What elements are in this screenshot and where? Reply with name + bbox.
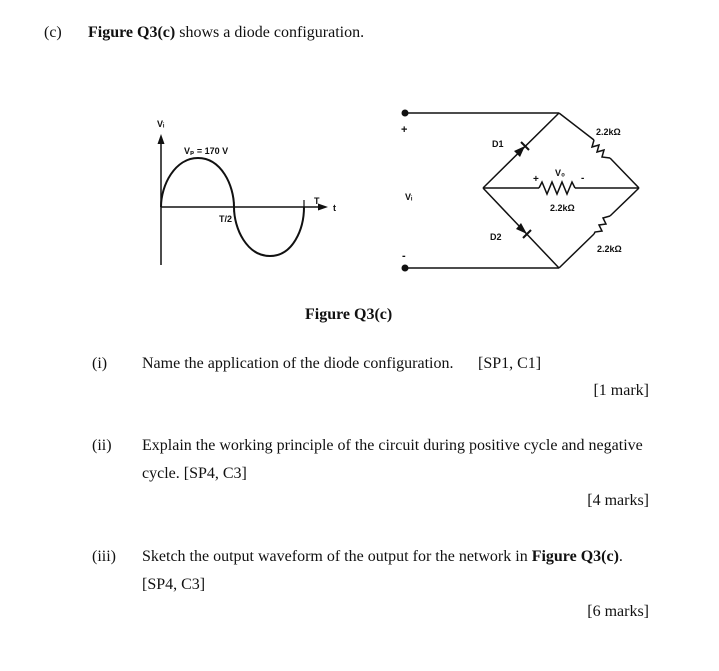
subq-iii-text-post: . bbox=[618, 548, 623, 565]
subq-iii-marks: [6 marks] bbox=[587, 603, 649, 620]
half-period-label: T/2 bbox=[219, 214, 233, 224]
part-label: (c) bbox=[44, 24, 62, 41]
edge-top-right-a bbox=[559, 113, 594, 140]
subq-ii-number: (ii) bbox=[92, 437, 112, 454]
subq-i-ref: [SP1, C1] bbox=[478, 355, 542, 372]
subq-iii-line2: [SP4, C3] bbox=[142, 576, 206, 593]
r-load-label: 2.2kΩ bbox=[550, 203, 575, 213]
resistor-top bbox=[592, 140, 610, 158]
subq-iii-line1 bbox=[142, 548, 623, 566]
intro-text: shows a diode configuration. bbox=[175, 24, 365, 41]
subq-ii-line2: cycle. [SP4, C3] bbox=[142, 465, 247, 482]
input-waveform-graph bbox=[157, 119, 336, 265]
bridge-circuit bbox=[401, 110, 639, 272]
circuit-vi-label: Vᵢ bbox=[405, 192, 413, 202]
subq-i-marks: [1 mark] bbox=[593, 382, 649, 399]
d2-label: D2 bbox=[490, 232, 502, 242]
r-top-label: 2.2kΩ bbox=[596, 127, 621, 137]
subq-iii-number: (iii) bbox=[92, 548, 116, 565]
edge-bottom-right-b bbox=[559, 234, 594, 268]
vo-minus: - bbox=[581, 173, 585, 184]
y-axis-arrow bbox=[158, 134, 165, 144]
x-axis-arrow bbox=[318, 204, 328, 211]
time-axis-label: t bbox=[333, 203, 336, 213]
subq-iii-text-pre: Sketch the output waveform of the output for the network in bbox=[142, 548, 532, 565]
figure-caption: Figure Q3(c) bbox=[305, 306, 393, 323]
waveform-vi-label: Vᵢ bbox=[157, 119, 165, 129]
subq-iii-figure-ref: Figure Q3(c) bbox=[531, 548, 619, 565]
resistor-load bbox=[539, 182, 575, 194]
input-plus: + bbox=[401, 124, 408, 136]
subq-i-number: (i) bbox=[92, 355, 108, 372]
period-label: T bbox=[314, 196, 320, 206]
edge-top-right-b bbox=[610, 158, 639, 188]
peak-voltage-label: Vₚ = 170 V bbox=[184, 146, 229, 156]
input-minus: - bbox=[402, 250, 406, 262]
r-bottom-label: 2.2kΩ bbox=[597, 244, 622, 254]
subq-ii-marks: [4 marks] bbox=[587, 492, 649, 509]
d1-label: D1 bbox=[492, 139, 504, 149]
vo-label: V₀ bbox=[555, 168, 566, 178]
figure-reference: Figure Q3(c) bbox=[88, 24, 176, 41]
resistor-bottom bbox=[594, 216, 610, 234]
subq-ii-line1: Explain the working principle of the circuit during positive cycle and negative bbox=[142, 437, 643, 454]
edge-bottom-right-a bbox=[610, 188, 639, 216]
subq-i-text: Name the application of the diode configuration. bbox=[142, 355, 454, 372]
vo-plus: + bbox=[533, 174, 539, 185]
